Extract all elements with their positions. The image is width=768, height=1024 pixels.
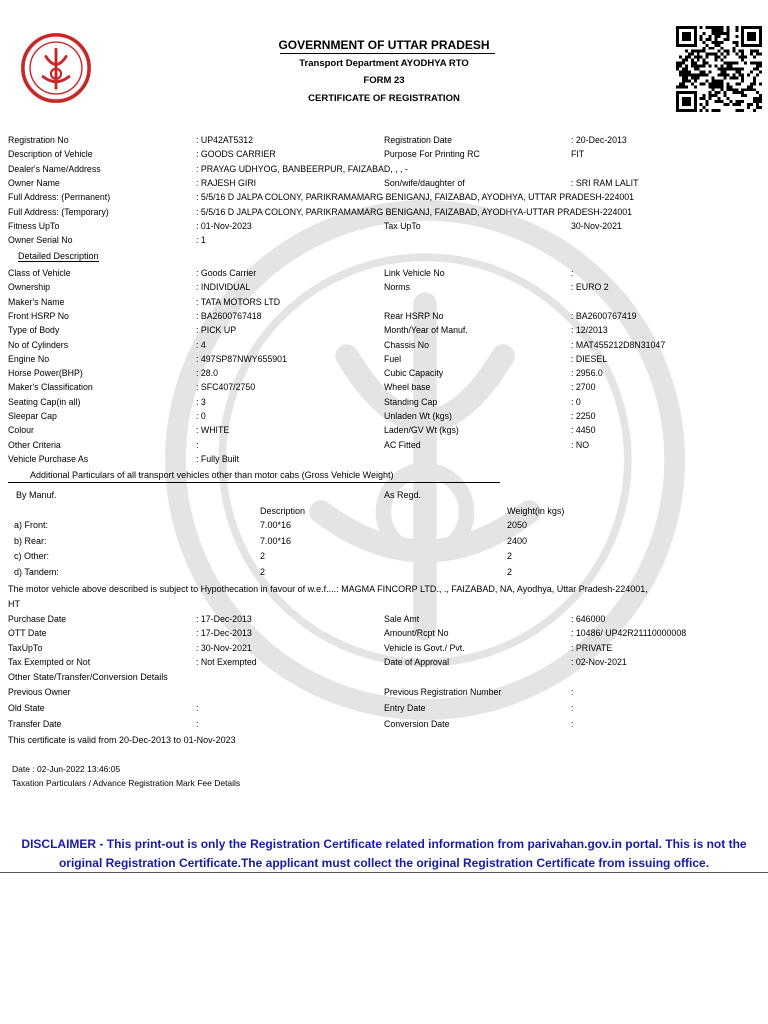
field-value: : NO <box>571 439 590 450</box>
field-label: No of Cylinders <box>8 339 69 350</box>
field-label: Purpose For Printing RC <box>384 149 480 160</box>
field-label: Dealer's Name/Address <box>8 163 101 174</box>
field-label: Month/Year of Manuf. <box>384 325 468 336</box>
field-label: Owner Name <box>8 177 60 188</box>
field-label: Previous Registration Number <box>384 687 502 697</box>
gvw-weight: 2 <box>507 551 513 561</box>
field-value: : <box>571 268 574 278</box>
field-label: Class of Vehicle <box>8 268 71 278</box>
field-value: : 5/5/16 D JALPA COLONY, PARIKRAMAMARG BENIGANJ, FAIZABAD, AYODHYA, UTTAR PRADESH-224001 <box>196 192 635 203</box>
field-label: Sleepar Cap <box>8 411 57 421</box>
field-value: FIT <box>571 149 585 160</box>
field-label: Registration Date <box>384 135 452 145</box>
description-column-header: Description <box>260 506 306 516</box>
gvw-description: 7.00*16 <box>260 535 292 546</box>
field-label: Ownership <box>8 282 51 293</box>
field-label: Chassis No <box>384 339 429 350</box>
field-label: Colour <box>8 425 34 436</box>
field-label: Link Vehicle No <box>384 268 445 278</box>
field-label: Full Address: (Temporary) <box>8 206 109 217</box>
field-value: : 10486/ UP42R21110000008 <box>571 628 687 639</box>
field-value: : 497SP87NWY655901 <box>196 353 287 364</box>
field-value: : 02-Nov-2021 <box>571 656 627 667</box>
field-label: Registration No <box>8 135 69 145</box>
form-number: FORM 23 <box>363 75 405 86</box>
field-value: : INDIVIDUAL <box>196 282 251 293</box>
field-label: Tax UpTo <box>384 220 421 231</box>
by-manuf-label: By Manuf. <box>16 490 57 500</box>
field-value: : 4450 <box>571 425 596 436</box>
field-value: : 28.0 <box>196 368 219 379</box>
field-label: Conversion Date <box>384 719 450 729</box>
field-label: Wheel base <box>384 382 431 393</box>
field-label: AC Fitted <box>384 439 421 450</box>
certificate-title: CERTIFICATE OF REGISTRATION <box>308 93 460 104</box>
field-value: : 646000 <box>571 614 606 624</box>
field-value: : RAJESH GIRI <box>196 177 257 188</box>
field-label: Cubic Capacity <box>384 368 444 379</box>
field-value: 30-Nov-2021 <box>571 220 622 231</box>
field-label: Sale Amt <box>384 614 420 624</box>
field-label: Old State <box>8 703 45 713</box>
field-value: : BA2600767419 <box>571 310 637 321</box>
field-value: : 2250 <box>571 411 596 421</box>
field-label: Previous Owner <box>8 687 71 697</box>
field-value: : BA2600767418 <box>196 310 262 321</box>
field-value: : SRI RAM LALIT <box>571 177 639 188</box>
field-value: : 12/2013 <box>571 325 608 336</box>
field-label: Other Criteria <box>8 439 61 450</box>
field-label: Purchase Date <box>8 614 67 624</box>
gvw-description: 7.00*16 <box>260 520 292 530</box>
field-value: : Goods Carrier <box>196 268 257 278</box>
field-label: Engine No <box>8 353 50 364</box>
field-value: : Fully Built <box>196 453 240 464</box>
field-label: Son/wife/daughter of <box>384 177 465 188</box>
field-value: : SFC407/2750 <box>196 382 256 393</box>
field-label: Norms <box>384 282 410 293</box>
field-value: : Not Exempted <box>196 656 257 667</box>
print-date: Date : 02-Jun-2022 13:46:05 <box>12 764 121 774</box>
field-value: : 01-Nov-2023 <box>196 220 252 231</box>
field-value: : 17-Dec-2013 <box>196 614 252 624</box>
field-value: : DIESEL <box>571 353 608 364</box>
field-value: : <box>196 719 199 729</box>
taxation-particulars: Taxation Particulars / Advance Registration Mark Fee Details <box>12 778 241 788</box>
field-value: : 4 <box>196 339 206 350</box>
hypothecation-text: The motor vehicle above described is subject to Hypothecation in favour of w.e.f....: MAGMA FINCORP LTD., ., FAIZABAD, NA, Ayodhya, Uttar Pradesh-224001, <box>8 584 648 594</box>
field-label: Fitness UpTo <box>8 220 60 231</box>
field-value: : 0 <box>196 411 206 421</box>
gvw-weight: 2400 <box>507 535 528 546</box>
field-label: Maker's Name <box>8 296 65 307</box>
gvw-row-label: a) Front: <box>14 520 49 530</box>
field-value: : 17-Dec-2013 <box>196 628 252 639</box>
field-value: : <box>196 439 199 450</box>
validity-text: This certificate is valid from 20-Dec-2013 to 01-Nov-2023 <box>8 735 236 745</box>
field-value: : 3 <box>196 396 206 407</box>
field-label: Date of Approval <box>384 656 450 667</box>
field-label: Description of Vehicle <box>8 149 93 160</box>
field-label: Front HSRP No <box>8 310 69 321</box>
gvw-row-label: b) Rear: <box>14 535 47 546</box>
gvw-weight: 2050 <box>507 520 528 530</box>
field-label: Horse Power(BHP) <box>8 368 83 379</box>
field-label: Type of Body <box>8 325 60 336</box>
field-value: : 2956.0 <box>571 368 603 379</box>
field-value: : <box>571 687 574 697</box>
disclaimer-line-1: DISCLAIMER - This print-out is only the Registration Certificate related information from parivahan.gov.in portal. This is not the <box>21 837 747 851</box>
field-label: TaxUpTo <box>8 642 43 653</box>
field-value: : <box>571 703 574 713</box>
hypothecation-text-cont: HT <box>8 599 20 609</box>
field-label: OTT Date <box>8 628 47 639</box>
gvw-weight: 2 <box>507 566 513 577</box>
field-value: : 1 <box>196 235 206 246</box>
field-value: : 2700 <box>571 382 596 393</box>
field-value: : TATA MOTORS LTD <box>196 296 281 307</box>
field-value: : 5/5/16 D JALPA COLONY, PARIKRAMAMARG BENIGANJ, FAIZABAD, AYODHYA-UTTAR PRADESH-224001 <box>196 206 633 217</box>
field-value: : 20-Dec-2013 <box>571 135 627 145</box>
field-value: : UP42AT5312 <box>196 135 254 145</box>
field-value: : 0 <box>571 396 581 407</box>
footer-divider <box>0 872 768 873</box>
gvw-description: 2 <box>260 551 266 561</box>
field-label: Seating Cap(in all) <box>8 396 81 407</box>
field-label: Maker's Classification <box>8 382 93 393</box>
title-underline <box>280 53 495 54</box>
gvw-row-label: c) Other: <box>14 551 50 561</box>
gvw-description: 2 <box>260 566 266 577</box>
field-label: Rear HSRP No <box>384 310 444 321</box>
gvw-row-label: d) Tandem: <box>14 566 59 577</box>
field-label: Entry Date <box>384 703 426 713</box>
field-label: Laden/GV Wt (kgs) <box>384 425 459 436</box>
field-label: Full Address: (Permanent) <box>8 192 111 203</box>
field-value: : MAT455212D8N31047 <box>571 339 666 350</box>
field-value: : <box>571 719 574 729</box>
transfer-details-title: Other State/Transfer/Conversion Details <box>8 672 168 682</box>
field-value: : PRIVATE <box>571 642 613 653</box>
disclaimer-line-2: original Registration Certificate.The applicant must collect the original Registration Certificate from issuing office. <box>58 856 710 870</box>
additional-particulars-title: Additional Particulars of all transport vehicles other than motor cabs (Gross Vehicle Weight) <box>8 470 500 483</box>
department-name: Transport Department AYODHYA RTO <box>299 58 469 69</box>
field-value: : GOODS CARRIER <box>196 149 276 160</box>
field-label: Tax Exempted or Not <box>8 656 91 667</box>
weight-column-header: Weight(in kgs) <box>507 506 565 516</box>
field-value: : <box>196 703 199 713</box>
field-label: Unladen Wt (kgs) <box>384 411 452 421</box>
field-label: Transfer Date <box>8 719 62 729</box>
field-value: : WHITE <box>196 425 230 436</box>
field-label: Vehicle is Govt./ Pvt. <box>384 642 465 653</box>
field-label: Fuel <box>384 353 402 364</box>
field-value: : EURO 2 <box>571 282 609 293</box>
field-value: : PICK UP <box>196 325 237 336</box>
detailed-description-title: Detailed Description <box>18 251 99 261</box>
field-label: Standing Cap <box>384 396 438 407</box>
field-label: Amount/Rcpt No <box>384 628 449 639</box>
field-label: Owner Serial No <box>8 235 73 246</box>
as-regd-label: As Regd. <box>384 490 422 500</box>
page-title: GOVERNMENT OF UTTAR PRADESH <box>278 38 490 52</box>
field-label: Vehicle Purchase As <box>8 453 89 464</box>
field-value: : PRAYAG UDHYOG, BANBEERPUR, FAIZABAD, , , - <box>196 163 408 174</box>
field-value: : 30-Nov-2021 <box>196 642 252 653</box>
